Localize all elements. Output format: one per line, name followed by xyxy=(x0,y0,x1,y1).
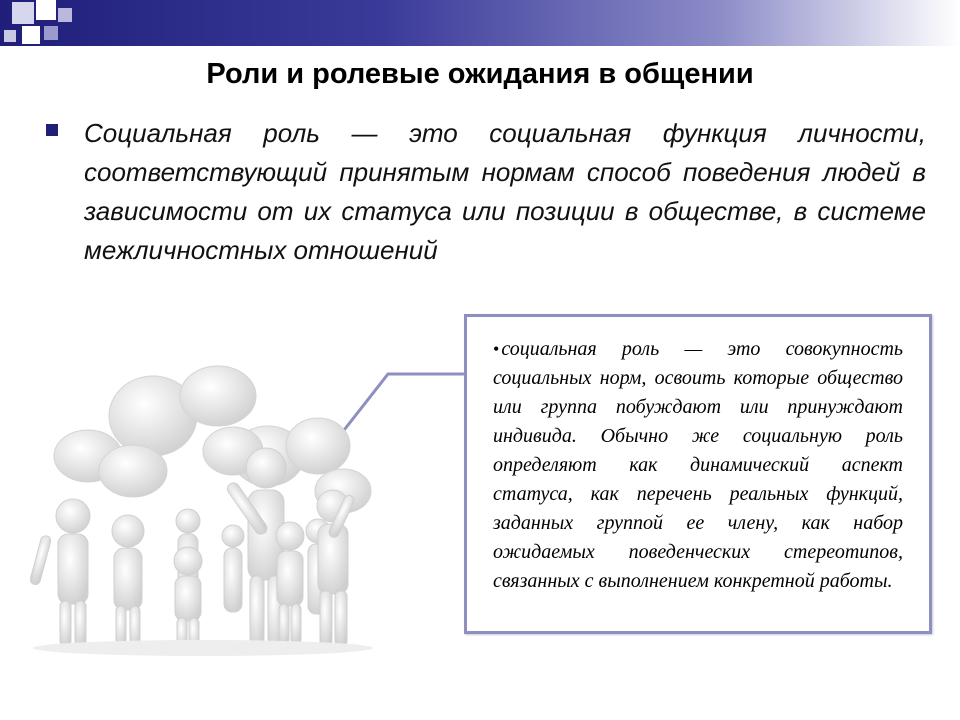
definition-bullet xyxy=(46,114,926,270)
speech-bubble-icon xyxy=(54,366,371,513)
decor-square xyxy=(44,26,58,40)
quote-callout-box xyxy=(464,314,932,634)
decor-square xyxy=(12,2,34,24)
decor-square xyxy=(36,0,56,20)
decor-square xyxy=(22,26,40,44)
quote-text: социальная роль — это совокупность социальных норм, освоить которые общество или группа побуждают или принуждают индивида. Обычно же социальную роль определяют как динамический аспект статуса, как перечень реальных функций, заданных группой ее члену, как набор ожидаемых поведенческих стереотипов, связанных с выполнением конкретной работы. xyxy=(493,338,903,592)
decor-square xyxy=(58,8,72,22)
square-bullet-icon xyxy=(46,124,58,136)
quote-text-block xyxy=(493,335,903,596)
definition-text: Социальная роль — это социальная функция личности, соответствующий принятым нормам способ поведения людей в зависимости от их статуса или позиции в обществе, в системе межличностных отношений xyxy=(84,118,926,265)
page-title: Роли и ролевые ожидания в общении xyxy=(206,58,754,90)
floor-shadow xyxy=(33,640,373,656)
decor-square xyxy=(4,30,16,42)
decorative-squares xyxy=(0,0,90,60)
quote-bullet-icon: • xyxy=(493,339,500,359)
header-band xyxy=(0,0,960,46)
people-illustration xyxy=(28,356,448,656)
